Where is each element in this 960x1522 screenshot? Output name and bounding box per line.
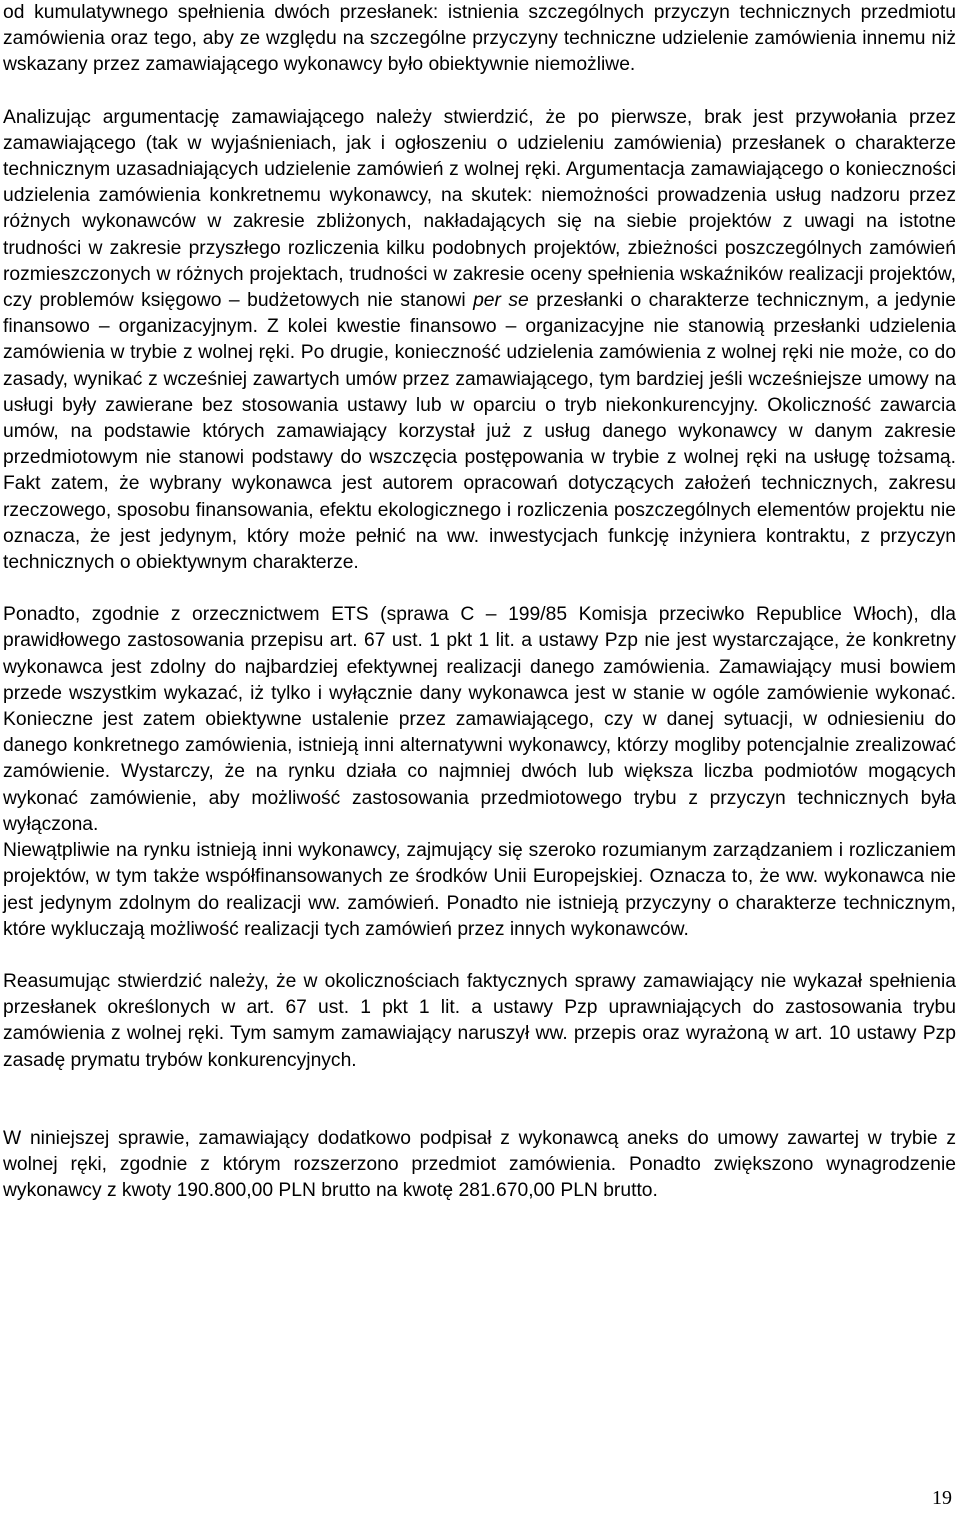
paragraph-6-text: W niniejszej sprawie, zamawiający dodatkowo podpisał z wykonawcą aneks do umowy zawartej w trybie z wolnej ręki, zgodnie z którym rozszerzono przedmiot zamówienia. Ponadto zwiększono wynagrodzenie wykonawcy z kwoty 190.800,00 PLN brutto na kwotę 281.670,00 PLN brutto. <box>3 1127 956 1202</box>
paragraph-3 <box>3 602 956 838</box>
page-number: 19 <box>932 1487 952 1509</box>
paragraph-1 <box>3 0 956 79</box>
paragraph-6 <box>3 1126 956 1205</box>
paragraph-5 <box>3 969 956 1074</box>
paragraph-4 <box>3 838 956 943</box>
paragraph-5-text: Reasumując stwierdzić należy, że w okolicznościach faktycznych sprawy zamawiający nie wykazał spełnienia przesłanek określonych w art. 67 ust. 1 pkt 1 lit. a ustawy Pzp uprawniających do zastosowania trybu zamówienia z wolnej ręki. Tym samym zamawiający naruszył ww. przepis oraz wyrażoną w art. 10 ustawy Pzp zasadę prymatu trybów konkurencyjnych. <box>3 970 956 1071</box>
paragraph-3-text: Ponadto, zgodnie z orzecznictwem ETS (sprawa C – 199/85 Komisja przeciwko Republice Włoch), dla prawidłowego zastosowania przepisu art. 67 ust. 1 pkt 1 lit. a ustawy Pzp nie jest wystarczające, że konkretny wykonawca jest zdolny do najbardziej efektywnej realizacji danego zamówienia. Zamawiający musi bowiem przede wszystkim wykazać, iż tylko i wyłącznie dany wykonawca jest w stanie w ogóle zamówienie wykonać. Konieczne jest zatem obiektywne ustalenie przez zamawiającego, czy w danej sytuacji, w odniesieniu do danego konkretnego zamówienia, istnieją inni alternatywni wykonawcy, którzy mogliby potencjalnie zrealizować zamówienie. Wystarczy, że na rynku działa co najmniej dwóch lub większa liczba podmiotów mogących wykonać zamówienie, aby możliwość zastosowania przedmiotowego trybu z przyczyn technicznych była wyłączona. <box>3 604 956 835</box>
document-page <box>3 0 956 1204</box>
paragraph-2-text-a: Analizując argumentację zamawiającego należy stwierdzić, że po pierwsze, brak jest przywołania przez zamawiającego (tak w wyjaśnieniach, jak i ogłoszeniu o udzieleniu zamówienia) przesłanek o charakterze technicznym uzasadniających udzielenie zamówień z wolnej ręki. Argumentacja zamawiającego o konieczności udzielenia zamówienia konkretnemu wykonawcy, na skutek: niemożności prowadzenia usług nadzoru przez różnych wykonawców w zakresie zbliżonych, nakładających się na siebie projektów z uwagi na istotne trudności w zakresie przyszłego rozliczenia kilku podobnych projektów, zbieżności poszczególnych zamówień rozmieszczonych w różnych projektach, trudności w zakresie oceny spełnienia wskaźników realizacji projektów, czy problemów księgowo – budżetowych nie stanowi <box>3 106 956 312</box>
paragraph-2-text-b: przesłanki o charakterze technicznym, a jedynie finansowo – organizacyjnym. Z kolei kwestie finansowo – organizacyjne nie stanowią przesłanki udzielenia zamówienia w trybie z wolnej ręki. Po drugie, konieczność udzielenia zamówienia z wolnej ręki nie może, co do zasady, wynikać z wcześniej zawartych umów przez zamawiającego, tym bardziej jeśli wcześniejsze umowy na usługi były zawierane bez stosowania ustawy lub w oparciu o tryb niekonkurencyjny. Okoliczność zawarcia umów, na podstawie których zamawiający korzystał już z usług danego wykonawcy w danym zakresie przedmiotowym nie stanowi podstawy do wszczęcia postępowania w trybie z wolnej ręki na usługę tożsamą. Fakt zatem, że wybrany wykonawca jest autorem opracowań dotyczących założeń technicznych, zakresu rzeczowego, sposobu finansowania, efektu ekologicznego i rozliczenia poszczególnych elementów projektu nie oznacza, że jest jedynym, który może pełnić na ww. inwestycjach funkcję inżyniera kontraktu, z przyczyn technicznych o obiektywnym charakterze. <box>3 290 957 574</box>
paragraph-4-text: Niewątpliwie na rynku istnieją inni wykonawcy, zajmujący się szeroko rozumianym zarządzaniem i rozliczaniem projektów, w tym także współfinansowanych ze środków Unii Europejskiej. Oznacza to, że ww. wykonawca nie jest jedynym zdolnym do realizacji ww. zamówień. Ponadto nie istnieją przyczyny o charakterze technicznym, które wykluczają możliwość realizacji tych zamówień przez innych wykonawców. <box>3 840 956 940</box>
paragraph-1-text: od kumulatywnego spełnienia dwóch przesłanek: istnienia szczególnych przyczyn technicznych przedmiotu zamówienia oraz tego, aby ze względu na szczególne przyczyny techniczne udzielenie zamówienia innemu niż wskazany przez zamawiającego wykonawcy było obiektywnie niemożliwe. <box>3 2 956 76</box>
paragraph-2-italic-per-se: per se <box>473 290 529 312</box>
paragraph-2 <box>3 105 956 577</box>
